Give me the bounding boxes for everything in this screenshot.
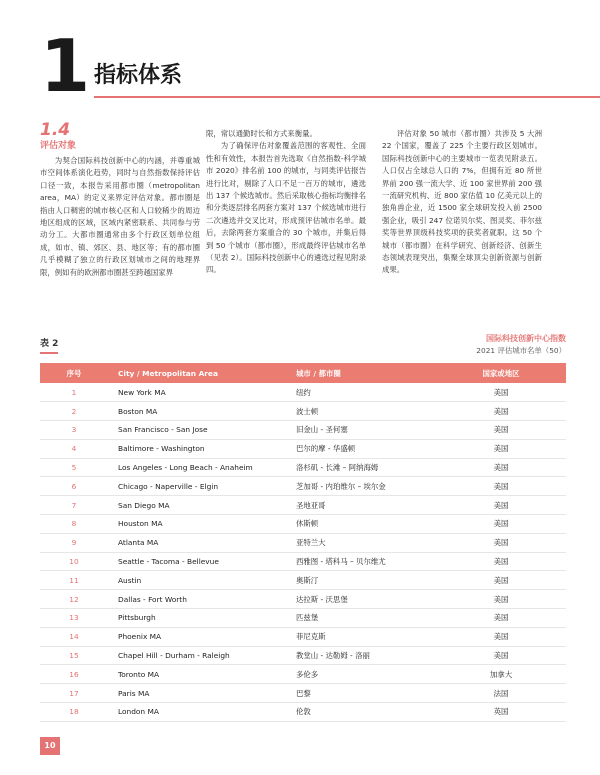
table-row: [40, 402, 566, 421]
row-country: 美国: [436, 627, 566, 646]
row-number: 9: [40, 533, 108, 552]
row-country: 英国: [436, 703, 566, 722]
row-english-name: San Diego MA: [108, 496, 286, 515]
table-caption-subtitle: 2021 评估城市名单（50）: [476, 346, 566, 355]
row-chinese-name: 波士顿: [286, 402, 436, 421]
row-chinese-name: 教堂山 - 达勒姆 - 洛丽: [286, 646, 436, 665]
row-english-name: Houston MA: [108, 515, 286, 534]
table-caption: [476, 333, 566, 357]
text-column-1: [40, 120, 200, 279]
paragraph: 限，常以通勤时长和方式来衡量。: [206, 129, 317, 138]
row-country: 美国: [436, 439, 566, 458]
row-number: 17: [40, 684, 108, 703]
row-number: 1: [40, 383, 108, 402]
chapter-title: 指标体系: [94, 63, 183, 88]
row-chinese-name: 亚特兰大: [286, 533, 436, 552]
table-row: [40, 533, 566, 552]
row-chinese-name: 巴尔的摩 - 华盛顿: [286, 439, 436, 458]
chapter-divider: [94, 96, 600, 98]
row-number: 15: [40, 646, 108, 665]
row-country: 美国: [436, 609, 566, 628]
paragraph: 为了确保评估对象覆盖范围的客观性、全面性和有效性，本报告首先选取《自然指数-科学城市 2020》排名前 100 的城市，与同类评估报告进行比对，剔除了人口不足一百万的城市，遴选出 137 个候选城市。然后采取核心指标均衡排名和分类逐层排名两套方案对 137 个候选城市进行二次遴选并交叉比对，形成预评估城市名单。最后，去除两套方案重合的 30 个城市，并集后得到 50 个城市（都市圈），形成最终评估城市名单（见表 2）。国际科技创新中心的遴选过程见附录四。: [206, 141, 366, 275]
row-country: 美国: [436, 477, 566, 496]
header-number: 序号: [40, 363, 108, 383]
row-number: 2: [40, 402, 108, 421]
row-number: 16: [40, 665, 108, 684]
row-chinese-name: 奥斯汀: [286, 571, 436, 590]
row-number: 3: [40, 421, 108, 440]
table-row: [40, 609, 566, 628]
header-country: 国家或地区: [436, 363, 566, 383]
row-english-name: Los Angeles - Long Beach - Anaheim: [108, 458, 286, 477]
row-chinese-name: 纽约: [286, 383, 436, 402]
city-table: [40, 363, 566, 722]
header-english-name: City / Metropolitan Area: [108, 363, 286, 383]
row-english-name: Atlanta MA: [108, 533, 286, 552]
row-english-name: Chicago - Naperville - Elgin: [108, 477, 286, 496]
row-english-name: New York MA: [108, 383, 286, 402]
row-english-name: Dallas - Fort Worth: [108, 590, 286, 609]
table-header-row: [40, 363, 566, 383]
paragraph: 评估对象 50 城市（都市圈）共涉及 5 大洲 22 个国家，覆盖了 225 个主要行政区划城市。国际科技创新中心的主要城市一览表见附录五。人口仅占全球总人口的 7%，但拥有近 80 所世界前 200 强一流大学、近 100 家世界前 200 强一流研究机构、近 800 家估值 10 亿美元以上的独角兽企业，近 1500 家全球研发投入前 2500 强企业，吸引 247 位诺贝尔奖、图灵奖、菲尔兹奖等世界顶级科技奖项的获奖者就职。这 50 个城市（都市圈）在科学研究、创新经济、创新生态领域表现突出，集聚全球顶尖创新资源与创新成果。: [382, 129, 542, 275]
table-row: [40, 421, 566, 440]
row-chinese-name: 洛杉矶 - 长滩 – 阿纳海姆: [286, 458, 436, 477]
row-english-name: San Francisco - San Jose: [108, 421, 286, 440]
section-title: 评估对象: [40, 141, 77, 151]
row-english-name: Baltimore - Washington: [108, 439, 286, 458]
table-row: [40, 627, 566, 646]
row-country: 美国: [436, 552, 566, 571]
table-label-underline: [40, 352, 58, 354]
row-country: 美国: [436, 458, 566, 477]
table-row: [40, 477, 566, 496]
table-row: [40, 571, 566, 590]
row-english-name: Phoenix MA: [108, 627, 286, 646]
table-row: [40, 552, 566, 571]
row-english-name: Toronto MA: [108, 665, 286, 684]
row-english-name: Seattle - Tacoma - Bellevue: [108, 552, 286, 571]
row-country: 美国: [436, 383, 566, 402]
paragraph: 为契合国际科技创新中心的内涵，并尊重城市空间体系演化趋势，同时与自然指数保持评估口径一致，本报告采用都市圈（metropolitan area，MA）的定义来界定评估对象。都市圈是指由人口稠密的城市核心区和人口较稀少的周边地区组成的区域，区域内紧密联系、共同参与劳动分工。大都市圈通常由多个行政区划单位组成，如市、镇、郊区、县、地区等；有的都市圈几乎模糊了独立的行政区划城市之间的地理界限，例如有的欧洲都市圈甚至跨越国家界: [40, 156, 200, 277]
table-body: [40, 383, 566, 721]
row-number: 18: [40, 703, 108, 722]
row-chinese-name: 达拉斯 - 沃思堡: [286, 590, 436, 609]
row-chinese-name: 圣地亚哥: [286, 496, 436, 515]
row-country: 美国: [436, 590, 566, 609]
body-text: [40, 120, 566, 306]
row-country: 美国: [436, 402, 566, 421]
row-chinese-name: 芝加哥 - 内珀维尔 – 埃尔金: [286, 477, 436, 496]
table-row: [40, 439, 566, 458]
table-row: [40, 515, 566, 534]
row-number: 11: [40, 571, 108, 590]
table-caption-title: 国际科技创新中心指数: [486, 334, 566, 343]
row-chinese-name: 巴黎: [286, 684, 436, 703]
row-number: 4: [40, 439, 108, 458]
table-row: [40, 383, 566, 402]
row-country: 美国: [436, 421, 566, 440]
table-row: [40, 684, 566, 703]
row-chinese-name: 匹兹堡: [286, 609, 436, 628]
row-number: 7: [40, 496, 108, 515]
row-chinese-name: 休斯顿: [286, 515, 436, 534]
row-english-name: London MA: [108, 703, 286, 722]
row-chinese-name: 菲尼克斯: [286, 627, 436, 646]
row-number: 14: [40, 627, 108, 646]
row-english-name: Boston MA: [108, 402, 286, 421]
row-country: 美国: [436, 646, 566, 665]
chapter-number: 1: [40, 24, 89, 108]
row-number: 12: [40, 590, 108, 609]
row-chinese-name: 西雅图 - 塔科马 – 贝尔维尤: [286, 552, 436, 571]
text-column-3: [382, 128, 542, 277]
row-number: 5: [40, 458, 108, 477]
table-row: [40, 646, 566, 665]
row-number: 10: [40, 552, 108, 571]
section-number: 1.4: [40, 120, 71, 140]
table-row: [40, 665, 566, 684]
row-country: 美国: [436, 571, 566, 590]
row-english-name: Chapel Hill - Durham - Raleigh: [108, 646, 286, 665]
row-country: 美国: [436, 496, 566, 515]
header-chinese-name: 城市 / 都市圈: [286, 363, 436, 383]
table-label: 表 2: [40, 339, 59, 349]
row-chinese-name: 伦敦: [286, 703, 436, 722]
row-number: 6: [40, 477, 108, 496]
row-english-name: Austin: [108, 571, 286, 590]
row-chinese-name: 多伦多: [286, 665, 436, 684]
row-country: 美国: [436, 533, 566, 552]
table-row: [40, 703, 566, 722]
table-row: [40, 590, 566, 609]
text-column-2: [206, 128, 366, 277]
row-country: 法国: [436, 684, 566, 703]
table-row: [40, 458, 566, 477]
row-chinese-name: 旧金山 - 圣何塞: [286, 421, 436, 440]
row-english-name: Paris MA: [108, 684, 286, 703]
row-country: 加拿大: [436, 665, 566, 684]
page-number: 10: [40, 737, 60, 755]
row-english-name: Pittsburgh: [108, 609, 286, 628]
row-country: 美国: [436, 515, 566, 534]
table-row: [40, 496, 566, 515]
row-number: 8: [40, 515, 108, 534]
row-number: 13: [40, 609, 108, 628]
